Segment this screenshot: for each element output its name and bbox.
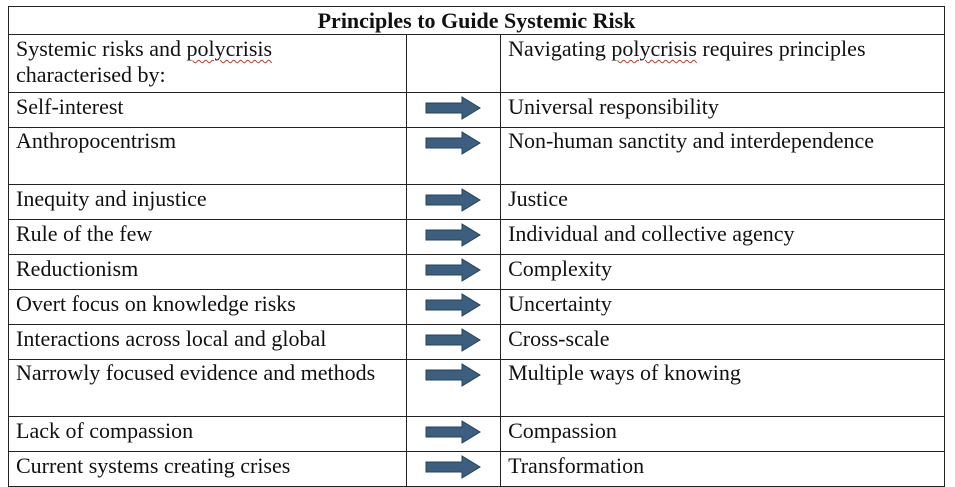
table-row [9, 255, 945, 290]
header-left-prefix: Systemic risks and [16, 36, 187, 61]
table-row [9, 452, 945, 487]
header-middle-cell [406, 35, 500, 93]
arrow-cell [406, 220, 500, 255]
table-header-row [9, 35, 945, 93]
principle-cell: Universal responsibility [501, 93, 945, 128]
right-arrow-icon [424, 130, 482, 156]
table-row [9, 128, 945, 185]
principle-cell: Complexity [501, 255, 945, 290]
table-row [9, 360, 945, 417]
table-row [9, 417, 945, 452]
arrow-cell [406, 128, 500, 185]
right-arrow-icon [424, 187, 482, 213]
risk-cell: Inequity and injustice [9, 185, 407, 220]
header-right-suffix: requires principles [696, 36, 866, 61]
risk-cell: Interactions across local and global [9, 325, 407, 360]
header-left-suffix: characterised by: [16, 62, 166, 87]
table-row [9, 325, 945, 360]
risk-cell: Self-interest [9, 93, 407, 128]
arrow-cell [406, 325, 500, 360]
right-arrow-icon [424, 257, 482, 283]
risk-cell: Current systems creating crises [9, 452, 407, 487]
arrow-cell [406, 255, 500, 290]
principle-cell: Transformation [501, 452, 945, 487]
principle-cell: Non-human sanctity and interdependence [501, 128, 945, 185]
principle-cell: Individual and collective agency [501, 220, 945, 255]
right-arrow-icon [424, 327, 482, 353]
principle-cell: Uncertainty [501, 290, 945, 325]
principle-cell: Justice [501, 185, 945, 220]
risk-cell: Reductionism [9, 255, 407, 290]
table-row [9, 185, 945, 220]
arrow-cell [406, 452, 500, 487]
right-arrow-icon [424, 222, 482, 248]
right-arrow-icon [424, 95, 482, 121]
arrow-cell [406, 290, 500, 325]
arrow-cell [406, 185, 500, 220]
principle-cell: Compassion [501, 417, 945, 452]
header-right-prefix: Navigating [508, 36, 612, 61]
risk-cell: Lack of compassion [9, 417, 407, 452]
risk-cell: Overt focus on knowledge risks [9, 290, 407, 325]
risk-cell: Rule of the few [9, 220, 407, 255]
header-right-squiggle: polycrisis [611, 36, 697, 61]
table-row [9, 93, 945, 128]
header-left-cell [9, 35, 407, 93]
header-right-cell [501, 35, 945, 93]
right-arrow-icon [424, 292, 482, 318]
risk-cell: Anthropocentrism [9, 128, 407, 185]
right-arrow-icon [424, 362, 482, 388]
arrow-cell [406, 360, 500, 417]
risk-cell: Narrowly focused evidence and methods [9, 360, 407, 417]
principle-cell: Cross-scale [501, 325, 945, 360]
table-row [9, 220, 945, 255]
table-title: Principles to Guide Systemic Risk [9, 7, 945, 35]
arrow-cell [406, 93, 500, 128]
header-left-squiggle: polycrisis [186, 36, 273, 61]
arrow-cell [406, 417, 500, 452]
right-arrow-icon [424, 419, 482, 445]
principle-cell: Multiple ways of knowing [501, 360, 945, 417]
principles-table [8, 6, 945, 487]
table-row [9, 290, 945, 325]
